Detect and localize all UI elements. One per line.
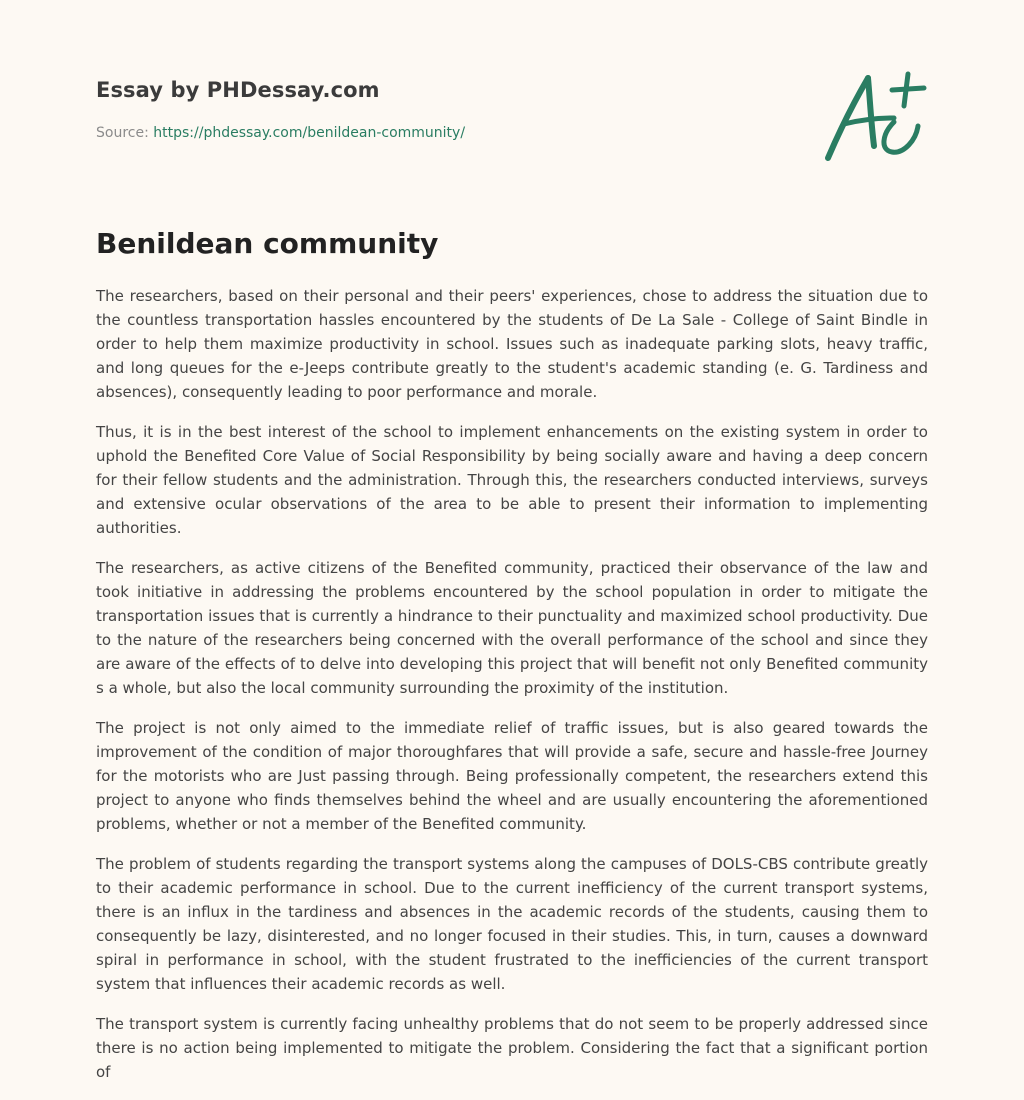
- page-header: [96, 76, 736, 141]
- source-line: [96, 124, 465, 142]
- paragraph: The researchers, based on their personal and their peers' experiences, chose to address the situation due to the countless transportation hassles encountered by the students of De La Sale - College of Saint Bindle in order to help them maximize productivity in school. Issues such as inadequate parking slots, heavy traffic, and long queues for the e-Jeeps contribute greatly to the student's academic standing (e. G. Tardiness and absences), consequently leading to poor performance and morale.: [96, 287, 928, 401]
- paragraph: The researchers, as active citizens of the Benefited community, practiced their observance of the law and took initiative in addressing the problems encountered by the school population in order to mitigate the transportation issues that is currently a hindrance to their punctuality and maximized school productivity. Due to the nature of the researchers being concerned with the overall performance of the school and since they are aware of the effects of to delve into developing this project that will benefit not only Benefited community s a whole, but also the local community surrounding the proximity of the institution.: [96, 559, 928, 697]
- article-title: Benildean community: [96, 227, 439, 260]
- paragraph: Thus, it is in the best interest of the school to implement enhancements on the existing system in order to uphold the Benefited Core Value of Social Responsibility by being socially aware and having a deep concern for their fellow students and the administration. Through this, the researchers conducted interviews, surveys and extensive ocular observations of the area to be able to present their information to implementing authorities.: [96, 423, 928, 537]
- source-link[interactable]: https://phdessay.com/benildean-community/: [153, 125, 466, 141]
- paragraph: The transport system is currently facing unhealthy problems that do not seem to be properly addressed since there is no action being implemented to mitigate the problem. Considering the fact that a significant portion of: [96, 1015, 928, 1081]
- article-body: [96, 284, 928, 1100]
- site-brand: Essay by PHDessay.com: [96, 78, 380, 102]
- paragraph: The problem of students regarding the transport systems along the campuses of DOLS-CBS contribute greatly to their academic performance in school. Due to the current inefficiency of the current transport systems, there is an influx in the tardiness and absences in the academic records of the students, causing them to consequently be lazy, disinterested, and no longer focused in their studies. This, in turn, causes a downward spiral in performance in school, with the student frustrated to the inefficiencies of the current transport system that influences their academic records as well.: [96, 855, 928, 993]
- paragraph: The project is not only aimed to the immediate relief of traffic issues, but is also geared towards the improvement of the condition of major thoroughfares that will provide a safe, secure and hassle-free Journey for the motorists who are Just passing through. Being professionally competent, the researchers extend this project to anyone who finds themselves behind the wheel and are usually encountering the aforementioned problems, whether or not a member of the Benefited community.: [96, 719, 928, 833]
- a-plus-grade-icon: [820, 66, 930, 166]
- source-label: Source:: [96, 125, 154, 141]
